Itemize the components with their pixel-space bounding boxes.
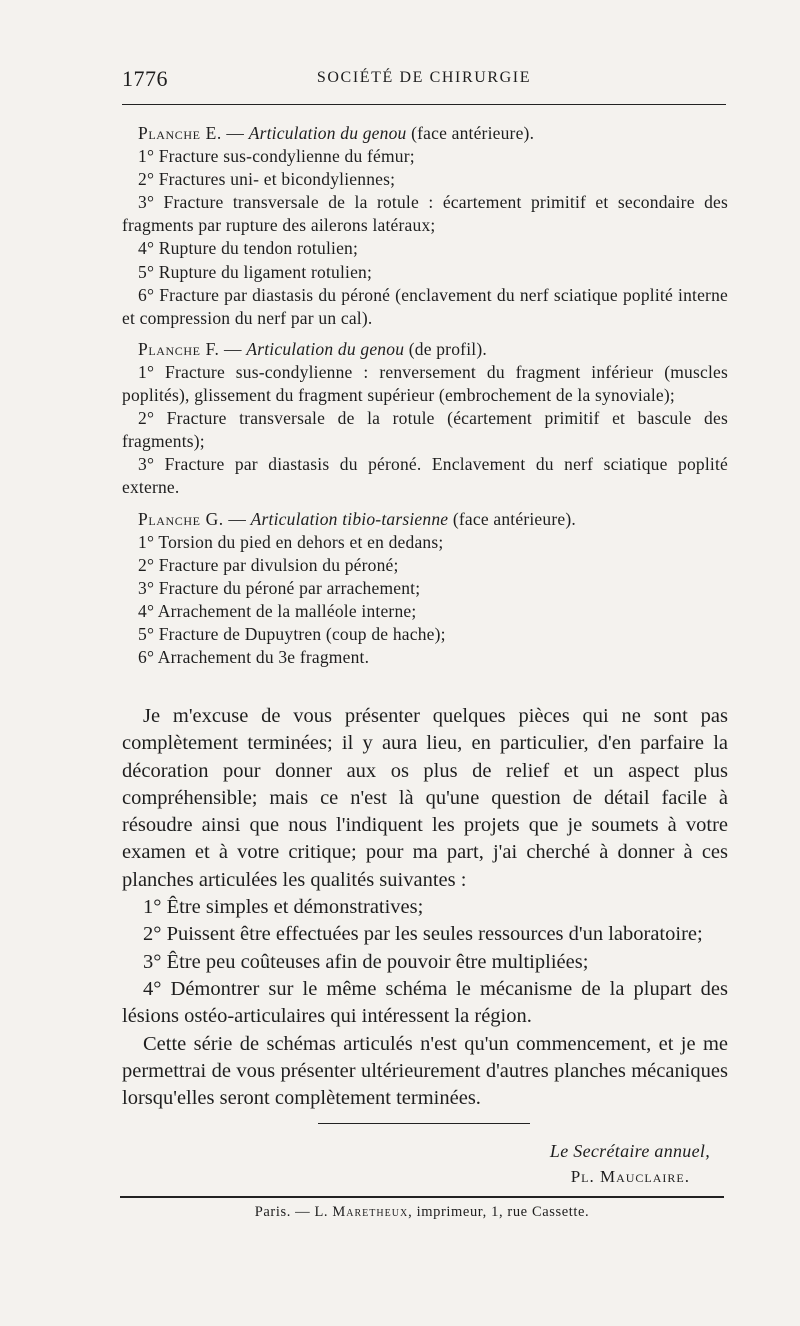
plate-e-heading	[122, 122, 728, 145]
plate-g-title: Articulation tibio-tarsienne	[250, 508, 449, 529]
imprint-printer: Maretheux	[332, 1204, 409, 1220]
signature-title: Le Secrétaire annuel,	[549, 1141, 710, 1161]
plate-g-item: 1° Torsion du pied en dehors et en dedans;	[138, 531, 444, 552]
plate-g-item: 5° Fracture de Dupuytren (coup de hache);	[138, 623, 446, 644]
plate-f-label: Planche F.	[138, 338, 220, 359]
plate-e-item: 5° Rupture du ligament rotulien;	[138, 261, 373, 282]
plate-f-heading	[122, 338, 728, 361]
page-number: 1776	[122, 66, 168, 91]
signature-name: Pl. Mauclaire.	[570, 1167, 690, 1186]
plate-g-item: 6° Arrachement du 3e fragment.	[138, 647, 370, 668]
footer-rule	[120, 1196, 724, 1198]
plate-f-item: 2° Fracture transversale de la rotule (écartement primitif et bascule des fragments);	[122, 408, 728, 452]
printer-imprint	[120, 1204, 724, 1221]
plate-g-item: 3° Fracture du péroné par arrachement;	[138, 577, 421, 598]
running-title: SOCIÉTÉ DE CHIRURGIE	[316, 69, 532, 86]
header-rule	[122, 104, 726, 105]
plate-e-item: 1° Fracture sus-condylienne du fémur;	[138, 146, 415, 167]
plate-e-item: 4° Rupture du tendon rotulien;	[138, 238, 359, 259]
closing-rule	[318, 1123, 530, 1124]
quality-item: 4° Démontrer sur le même schéma le mécanisme de la plupart des lésions ostéo-articulaires qui intéressent la région.	[122, 977, 728, 1028]
intro-paragraph: Je m'excuse de vous présenter quelques pièces qui ne sont pas complètement terminées; il y aura lieu, en particulier, d'en parfaire la décoration pour donner aux os plus de relief et un aspect plus compréhensible; mais ce n'est là qu'une question de détail facile à résoudre ainsi que nous l'indiquent les projets que je soumets à votre examen et à votre critique; pour ma part, j'ai cherché à donner à ces planches articulées les qualités suivantes :	[122, 705, 728, 891]
page-header	[122, 66, 726, 94]
plate-g-heading	[122, 508, 728, 531]
plate-g-view: (face antérieure).	[448, 508, 576, 529]
plate-f-item: 3° Fracture par diastasis du péroné. Enclavement du nerf sciatique poplité externe.	[122, 454, 728, 498]
plate-e-view: (face antérieure).	[406, 123, 535, 143]
plate-e-label: Planche E.	[138, 123, 222, 143]
quality-item: 2° Puissent être effectuées par les seules ressources d'un laboratoire;	[143, 923, 703, 946]
conclusion-paragraph: Cette série de schémas articulés n'est qu'un commencement, et je me permettrai de vous présenter ultérieurement d'autres planches mécaniques lorsqu'elles seront complètement terminées.	[122, 1032, 728, 1110]
plate-g-dash: —	[223, 508, 251, 529]
plate-e-title: Articulation du genou	[248, 123, 407, 143]
plate-f-dash: —	[219, 338, 247, 359]
imprint-prefix: Paris. — L.	[254, 1204, 333, 1220]
quality-item: 3° Être peu coûteuses afin de pouvoir être multipliées;	[143, 950, 589, 973]
plate-e-item: 6° Fracture par diastasis du péroné (enclavement du nerf sciatique poplité interne et compression du nerf par un cal).	[122, 284, 728, 328]
plate-e-item: 3° Fracture transversale de la rotule : écartement primitif et secondaire des fragments par rupture des ailerons latéraux;	[122, 192, 728, 236]
plate-e-item: 2° Fractures uni- et bicondyliennes;	[138, 169, 396, 190]
plate-g-label: Planche G.	[138, 508, 224, 529]
plate-f-title: Articulation du genou	[246, 338, 405, 359]
plate-g-item: 2° Fracture par divulsion du péroné;	[138, 554, 399, 575]
body-text	[122, 703, 728, 1112]
imprint-suffix: , imprimeur, 1, rue Cassette.	[408, 1204, 590, 1220]
plate-e-dash: —	[221, 123, 249, 143]
plate-f-item: 1° Fracture sus-condylienne : renversement du fragment inférieur (muscles poplités), glissement du fragment supérieur (embrochement de la synoviale);	[122, 361, 728, 406]
plate-f-view: (de profil).	[404, 338, 487, 359]
plate-g-item: 4° Arrachement de la malléole interne;	[138, 600, 417, 621]
plates-list	[122, 122, 728, 669]
quality-item: 1° Être simples et démonstratives;	[143, 896, 424, 919]
